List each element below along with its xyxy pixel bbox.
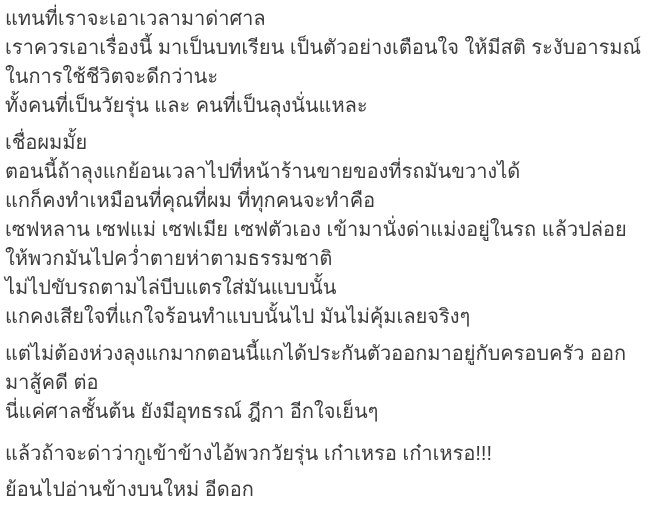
post-line: แกก็คงทำเหมือนที่คุณที่ผม ที่ทุกคนจะทำคือ (5, 190, 376, 212)
post-line: แกคงเสียใจที่แกใจร้อนทำแบบนั้นไป มันไม่คุ้มเลยจริงๆ (5, 306, 471, 328)
post-line: ทั้งคนที่เป็นวัยรุ่น และ คนที่เป็นลุงนั่นแหละ (5, 95, 368, 117)
post-line: ตอนนี้ถ้าลุงแกย้อนเวลาไปที่หน้าร้านขายของที่รถมันขวางได้ (5, 161, 521, 183)
post-line: แทนที่เราจะเอาเวลามาด่าศาล (5, 8, 266, 30)
post-line: เซฟหลาน เซฟแม่ เซฟเมีย เซฟตัวเอง เข้ามานั่งด่าแม่งอยู่ในรถ แล้วปล่อย (5, 219, 627, 241)
post-line: เชื่อผมมั้ย (5, 132, 88, 154)
post-paragraph-bail (5, 340, 646, 427)
post-line: แล้วถ้าจะด่าว่ากูเข้าข้างไอ้พวกวัยรุ่น เก๋าเหรอ เก๋าเหรอ!!! (5, 443, 493, 465)
post-line: เราควรเอาเรื่องนี้ มาเป็นบทเรียน เป็นตัวอย่างเตือนใจ ให้มีสติ ระงับอารมณ์ (5, 37, 642, 59)
post-paragraph-closing (5, 476, 646, 505)
post-line: ไม่ไปขับรถตามไล่บีบแตรใส่มันแบบนั้น (5, 277, 337, 299)
post-line: ให้พวกมันไปคว่ำตายห่าตามธรรมชาติ (5, 248, 333, 270)
post-line: นี่แค่ศาลชั้นต้น ยังมีอุทธรณ์ ฎีกา อีกใจเย็นๆ (5, 401, 379, 423)
post-paragraph-scenario (5, 129, 646, 332)
post-paragraph-retort (5, 440, 646, 469)
post-paragraph-intro (5, 5, 646, 121)
post-line: ย้อนไปอ่านข้างบนใหม่ อีดอก (5, 479, 254, 501)
post-line: มาสู้คดี ต่อ (5, 372, 99, 394)
post-line: แต่ไม่ต้องห่วงลุงแกมากตอนนี้แกได้ประกันตัวออกมาอยู่กับครอบครัว ออก (5, 343, 627, 365)
post-line: ในการใช้ชีวิตจะดีกว่านะ (5, 66, 219, 88)
